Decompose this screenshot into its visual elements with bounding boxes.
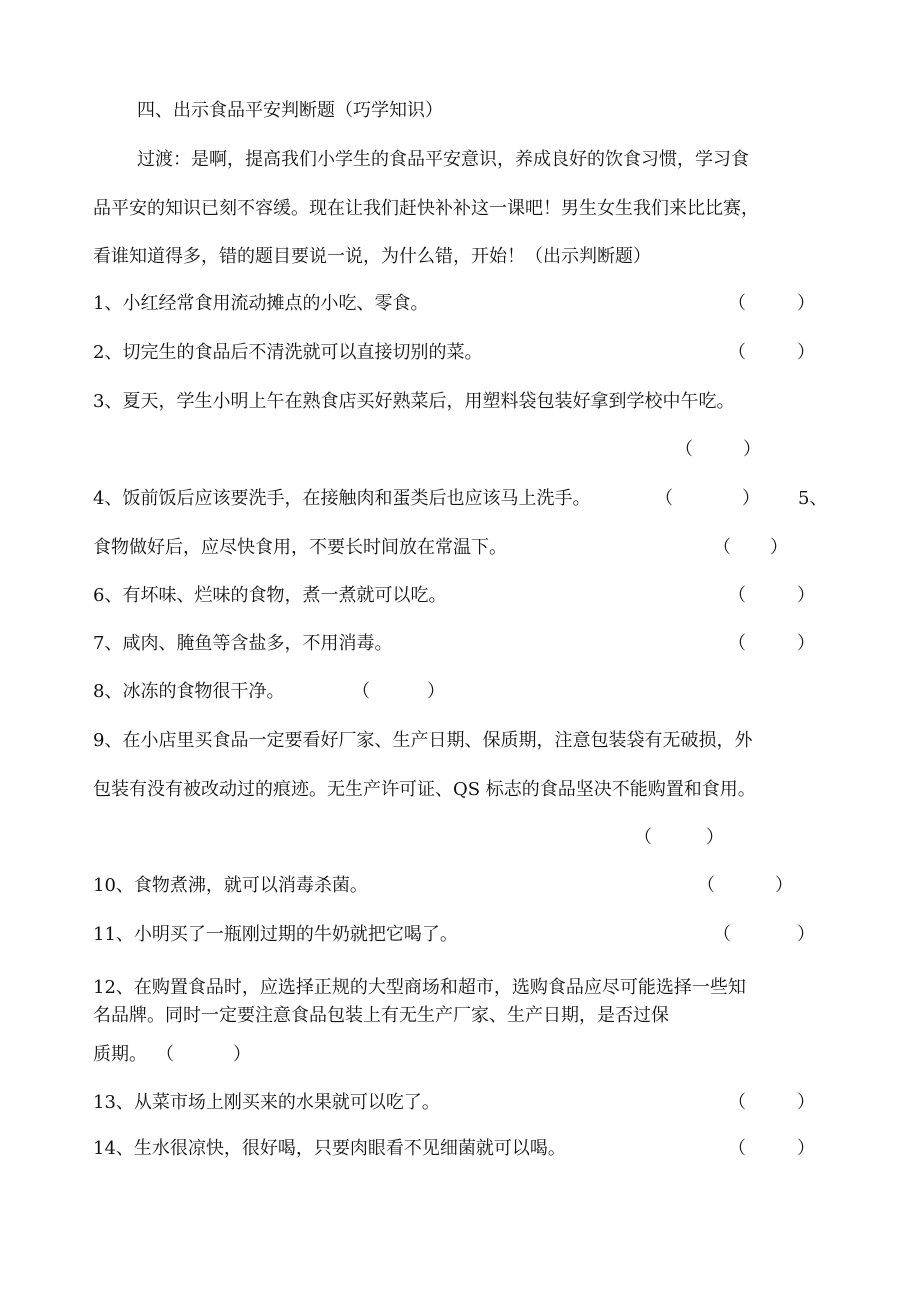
question-13: 13、从菜市场上刚买来的水果就可以吃了。 <box>93 1092 440 1113</box>
answer-bracket-close: ） <box>233 1044 251 1065</box>
answer-bracket-open: （ <box>655 488 673 509</box>
answer-bracket-close: ） <box>797 1138 815 1159</box>
question-8: 8、冰冻的食物很干净。 <box>93 681 285 702</box>
answer-bracket-close: ） <box>797 924 815 945</box>
answer-bracket-open: （ <box>713 924 731 945</box>
question-12-line-1: 12、在购置食品时，应选择正规的大型商场和超市，选购食品应尽可能选择一些知 <box>93 977 746 998</box>
question-2: 2、切完生的食品后不清洗就可以直接切别的菜。 <box>93 342 483 363</box>
question-7: 7、咸肉、腌鱼等含盐多，不用消毒。 <box>93 633 393 654</box>
section-title: 四、出示食品平安判断题（巧学知识） <box>137 100 443 121</box>
answer-bracket-open: （ <box>728 1092 746 1113</box>
answer-bracket-close: ） <box>427 681 445 702</box>
answer-bracket-open: （ <box>728 633 746 654</box>
answer-bracket-close: ） <box>797 585 815 606</box>
answer-bracket-close: ） <box>797 1092 815 1113</box>
question-10: 10、食物煮沸，就可以消毒杀菌。 <box>93 875 368 896</box>
question-12-line-2: 名品牌。同时一定要注意食品包装上有无生产厂家、生产日期，是否过保 <box>93 1005 669 1026</box>
answer-bracket-open: （ <box>728 342 746 363</box>
intro-line-3: 看谁知道得多，错的题目要说一说，为什么错，开始！（出示判断题） <box>93 246 651 267</box>
question-14: 14、生水很凉快，很好喝，只要肉眼看不见细菌就可以喝。 <box>93 1138 566 1159</box>
answer-bracket-close: ） <box>797 342 815 363</box>
intro-line-2: 品平安的知识已刻不容缓。现在让我们赶快补补这一课吧！男生女生我们来比比赛， <box>93 198 759 219</box>
answer-bracket-open: （ <box>634 827 652 848</box>
question-1: 1、小红经常食用流动摊点的小吃、零食。 <box>93 293 429 314</box>
answer-bracket-close: ） <box>770 537 788 558</box>
answer-bracket-close: ） <box>706 827 724 848</box>
question-9-line-1: 9、在小店里买食品一定要看好厂家、生产日期、保质期，注意包装袋有无破损，外 <box>93 730 753 751</box>
answer-bracket-open: （ <box>713 537 731 558</box>
answer-bracket-open: （ <box>728 1138 746 1159</box>
answer-bracket-open: （ <box>675 439 693 460</box>
question-9-line-2: 包装有没有被改动过的痕迹。无生产许可证、QS 标志的食品坚决不能购置和食用。 <box>93 779 756 800</box>
answer-bracket-close: ） <box>775 875 793 896</box>
question-5: 食物做好后，应尽快食用，不要长时间放在常温下。 <box>93 537 507 558</box>
answer-bracket-open: （ <box>352 681 370 702</box>
answer-bracket-close: ） <box>797 633 815 654</box>
answer-bracket-close: ） <box>742 488 760 509</box>
question-3: 3、夏天，学生小明上午在熟食店买好熟菜后，用塑料袋包装好拿到学校中午吃。 <box>93 391 735 412</box>
question-6: 6、有坏味、烂味的食物，煮一煮就可以吃。 <box>93 585 447 606</box>
answer-bracket-open: （ <box>728 293 746 314</box>
answer-bracket-open: （ <box>156 1044 174 1065</box>
answer-bracket-close: ） <box>743 439 761 460</box>
answer-bracket-close: ） <box>797 293 815 314</box>
question-11: 11、小明买了一瓶刚过期的牛奶就把它喝了。 <box>93 924 458 945</box>
answer-bracket-open: （ <box>728 585 746 606</box>
question-12-line-3: 质期。 <box>93 1044 147 1065</box>
answer-bracket-open: （ <box>697 875 715 896</box>
intro-line-1: 过渡：是啊，提高我们小学生的食品平安意识，养成良好的饮食习惯，学习食 <box>137 149 749 170</box>
question-5-number: 5、 <box>798 488 828 509</box>
question-4: 4、饭前饭后应该要洗手，在接触肉和蛋类后也应该马上洗手。 <box>93 488 591 509</box>
